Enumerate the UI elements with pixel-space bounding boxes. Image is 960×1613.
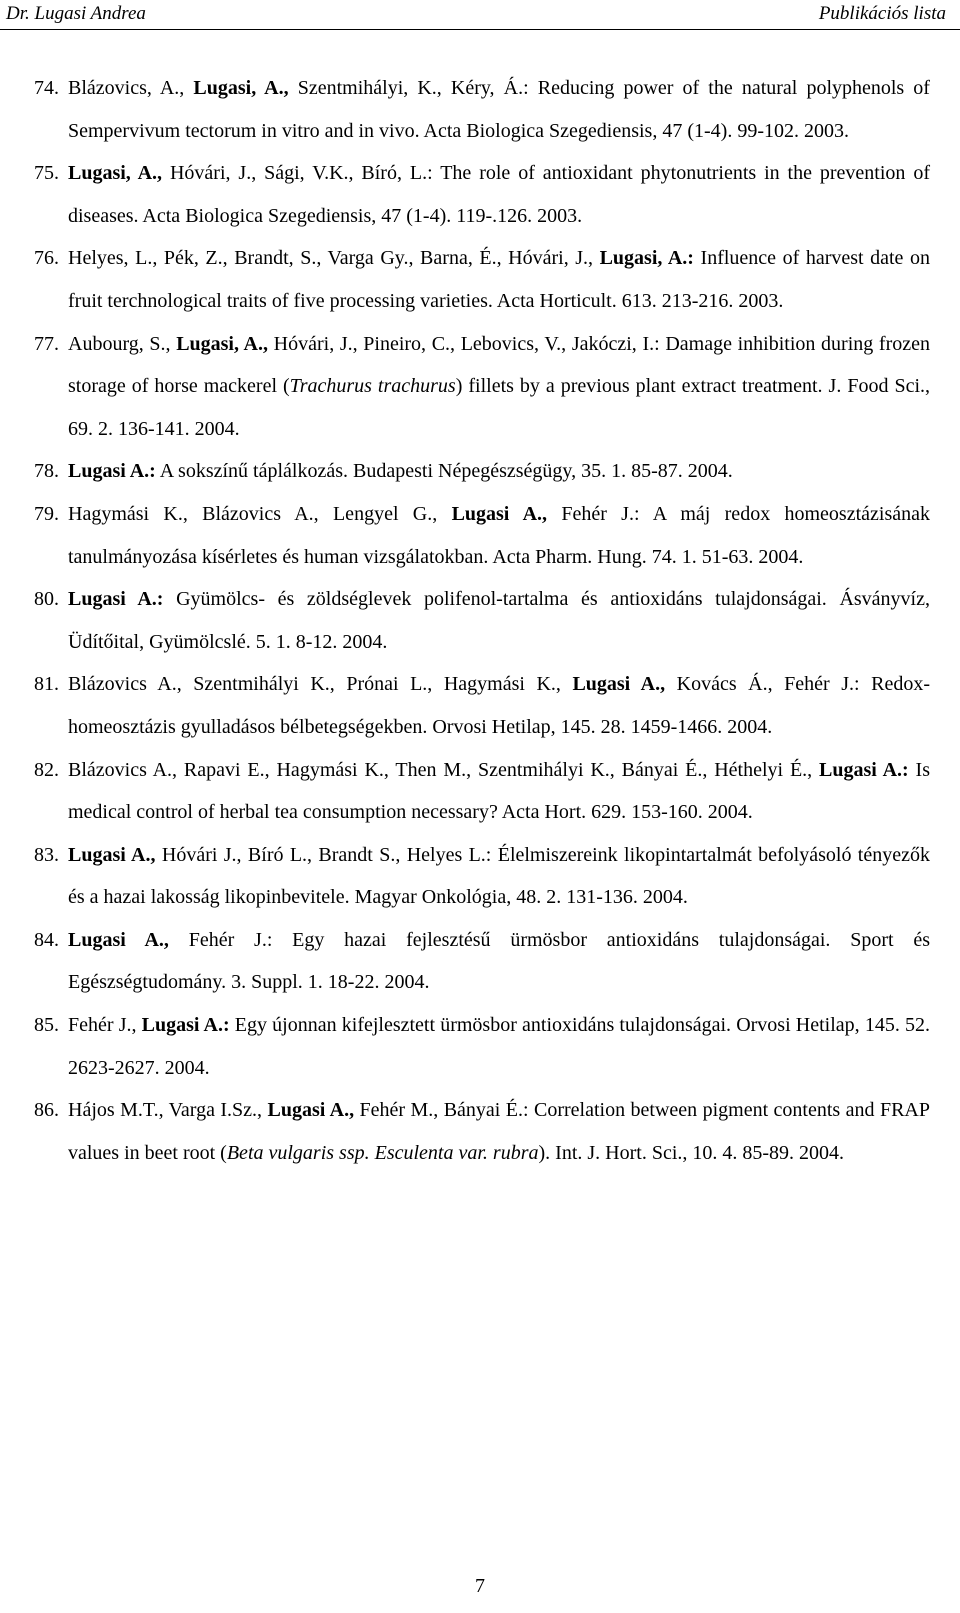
reference-italic-text: Trachurus trachurus [289,375,456,398]
reference-text-segment: Hagymási K., Blázovics A., Lengyel G., [68,502,452,525]
reference-author-highlight: Lugasi A., [572,673,666,696]
reference-text [68,237,930,322]
reference-text-segment: A sokszínű táplálkozás. Budapesti Népegészségügy, 35. 1. 85-87. 2004. [155,460,733,483]
reference-text-segment: Aubourg, S., [68,332,177,355]
reference-number: 79. [34,502,59,525]
reference-number: 76. [34,247,59,270]
reference-number: 83. [34,843,59,866]
reference-item [34,152,930,237]
reference-author-highlight: Lugasi, A., [193,77,289,99]
reference-author-highlight: Lugasi, A.: [599,247,694,270]
reference-text-segment: Egy újonnan kifejlesztett ürmösbor antioxidáns tulajdonságai. Orvosi Hetilap, 145. 52. 2623-2627. 2004. [68,1014,930,1079]
reference-text-segment: Hóvári, J., Sági, V.K., Bíró, L.: The role of antioxidant phytonutrients in the prevention of diseases. Acta Biologica Szegediensis, 47 (1-4). 119-.126. 2003. [68,162,930,227]
header-divider [0,29,960,30]
reference-text [68,919,930,1004]
reference-text-segment: Blázovics A., Szentmihályi K., Prónai L., Hagymási K., [68,673,573,696]
reference-author-highlight: Lugasi A., [267,1099,355,1122]
reference-number: 77. [34,332,59,355]
reference-item [34,578,930,663]
reference-number: 78. [34,460,59,483]
reference-text-segment: ). Int. J. Hort. Sci., 10. 4. 85-89. 2004. [538,1141,845,1164]
reference-text-segment: Influence of harvest date on fruit terchnological traits of five processing varieties. Acta Horticult. 613. 213-216. 2003. [68,247,930,312]
reference-text-segment: Blázovics A., Rapavi E., Hagymási K., Then M., Szentmihályi K., Bányai É., Héthelyi É., [68,758,820,781]
header-author: Dr. Lugasi Andrea [6,3,146,24]
header-title: Publikációs lista [818,3,946,24]
reference-author-highlight: Lugasi A., [451,502,548,525]
reference-text-segment: Helyes, L., Pék, Z., Brandt, S., Varga Gy., Barna, É., Hóvári, J., [68,247,600,270]
reference-item [34,663,930,748]
reference-text [68,1004,930,1089]
page-number: 7 [475,1575,485,1597]
reference-item [34,323,930,451]
reference-text [68,834,930,919]
reference-number: 75. [34,162,59,185]
reference-text-segment: Hájos M.T., Varga I.Sz., [68,1099,268,1122]
reference-text-segment: Fehér M., Bányai É.: Correlation between pigment contents and FRAP values in beet root ( [68,1099,930,1164]
reference-text [68,450,930,493]
reference-number: 74. [34,77,59,99]
reference-text-segment: Szentmihályi, K., Kéry, Á.: Reducing power of the natural polyphenols of Sempervivum tectorum in vitro and in vivo. Acta Biologica Szegediensis, 47 (1-4). 99-102. 2003. [68,77,930,142]
reference-author-highlight: Lugasi A.: [68,588,164,611]
reference-author-highlight: Lugasi A.: [819,758,909,781]
reference-item [34,237,930,322]
reference-text-segment: Is medical control of herbal tea consumption necessary? Acta Hort. 629. 153-160. 2004. [68,758,931,824]
reference-number: 86. [34,1099,59,1122]
reference-text-segment: Kovács Á., Fehér J.: Redox-homeosztázis gyulladásos bélbetegségekben. Orvosi Hetilap, 145. 28. 1459-1466. 2004. [68,673,930,738]
reference-list [34,67,930,1174]
reference-text [68,1089,930,1174]
reference-text [68,578,930,663]
page-header [0,0,960,30]
reference-number: 85. [34,1014,59,1037]
reference-item [34,450,930,493]
reference-number: 80. [34,588,59,611]
reference-item [34,1004,930,1089]
reference-number: 84. [34,928,59,951]
reference-text [68,323,930,451]
reference-item [34,919,930,1004]
reference-author-highlight: Lugasi A.: [68,460,156,483]
reference-text [68,67,930,152]
reference-author-highlight: Lugasi, A., [176,332,268,355]
reference-item [34,493,930,578]
reference-author-highlight: Lugasi, A., [68,162,163,185]
reference-italic-text: Beta vulgaris ssp. Esculenta var. rubra [226,1141,539,1164]
reference-text [68,663,930,748]
reference-text-segment: Fehér J.: A máj redox homeosztázisának tanulmányozása kísérletes és human vizsgálatokban. Acta Pharm. Hung. 74. 1. 51-63. 2004. [68,502,930,568]
reference-text [68,749,930,834]
reference-item [34,1089,930,1174]
reference-item [34,67,930,152]
reference-number: 81. [34,673,59,696]
reference-number: 82. [34,758,59,781]
reference-text [68,493,930,578]
reference-item [34,749,930,834]
reference-text [68,152,930,237]
reference-text-segment: Hóvári, J., Pineiro, C., Lebovics, V., Jakóczi, I.: Damage inhibition during frozen storage of horse mackerel ( [68,332,931,398]
reference-text-segment: Blázovics, A., [68,77,194,99]
reference-text-segment: ) fillets by a previous plant extract treatment. J. Food Sci., 69. 2. 136-141. 2004. [68,375,930,440]
reference-author-highlight: Lugasi A., [68,843,156,866]
reference-text-segment: Fehér J., [68,1014,142,1037]
reference-item [34,834,930,919]
reference-text-segment: Gyümölcs- és zöldséglevek polifenol-tartalma és antioxidáns tulajdonságai. Ásványvíz, Üdítőital, Gyümölcslé. 5. 1. 8-12. 2004. [68,588,930,653]
reference-author-highlight: Lugasi A.: [141,1014,230,1037]
reference-text-segment: Hóvári J., Bíró L., Brandt S., Helyes L.: Élelmiszereink likopintartalmát befolyásoló tényezők és a hazai lakosság likopinbevitele. Magyar Onkológia, 48. 2. 131-136. 2004. [68,843,930,909]
reference-author-highlight: Lugasi A., [68,928,169,951]
reference-text-segment: Fehér J.: Egy hazai fejlesztésű ürmösbor antioxidáns tulajdonságai. Sport és Egészségtudomány. 3. Suppl. 1. 18-22. 2004. [68,928,930,994]
